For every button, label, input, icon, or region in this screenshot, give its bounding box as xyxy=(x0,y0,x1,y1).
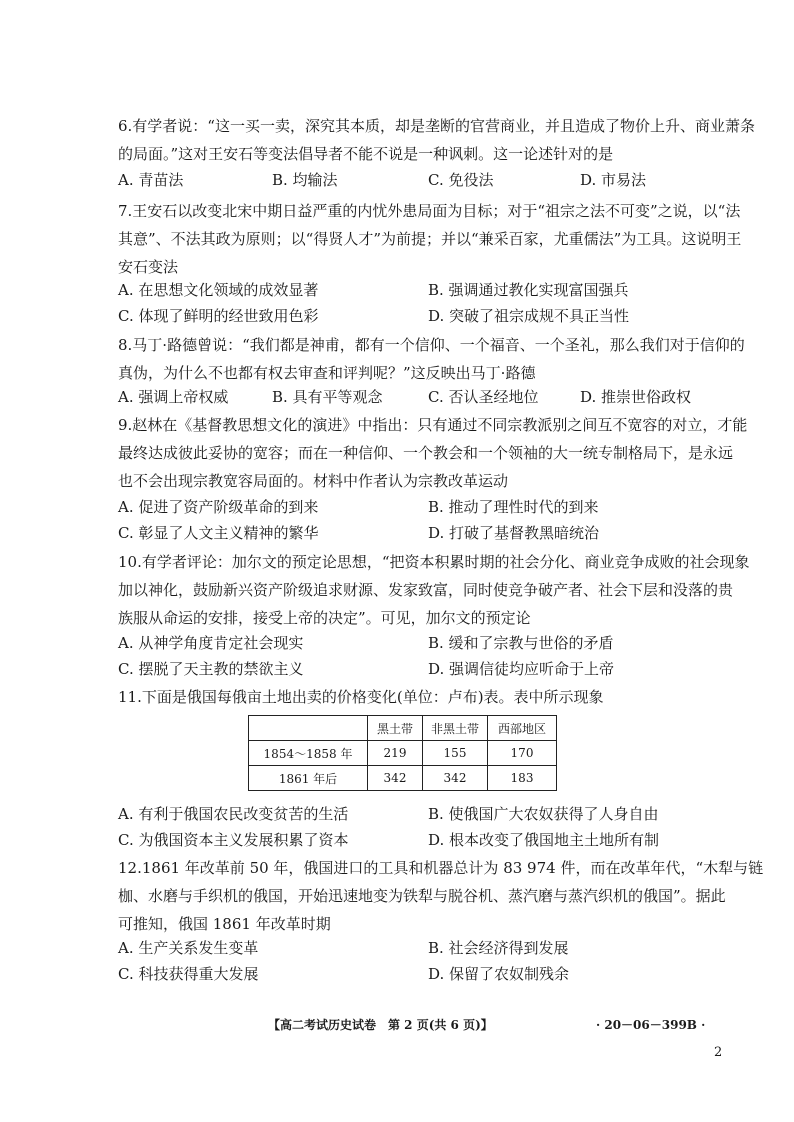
option-a: A. 从神学角度肯定社会现实 xyxy=(118,634,304,652)
question-text-line: 真伪，为什么不也都有权去审查和评判呢？”这反映出马丁·路德 xyxy=(118,364,536,382)
option-c: C. 为俄国资本主义发展积累了资本 xyxy=(118,831,349,849)
table-row xyxy=(249,766,557,791)
option-a: A. 生产关系发生变革 xyxy=(118,939,259,957)
option-b: B. 具有平等观念 xyxy=(272,388,383,406)
option-a: A. 有利于俄国农民改变贫苦的生活 xyxy=(118,805,349,823)
option-c: C. 科技获得重大发展 xyxy=(118,965,259,983)
question-text-line: 最终达成彼此妥协的宽容；而在一种信仰、一个教会和一个领袖的大一统专制格局下，是永远 xyxy=(118,444,734,462)
table-header-cell: 西部地区 xyxy=(488,716,557,741)
question-10 xyxy=(118,548,750,632)
question-6 xyxy=(118,112,755,168)
table-cell: 342 xyxy=(423,766,488,791)
table-cell: 1861 年后 xyxy=(249,766,368,791)
page-number: 2 xyxy=(714,1045,723,1060)
question-text-line: 加以神化，鼓励新兴资产阶级追求财源、发家致富，同时使竞争破产者、社会下层和没落的贵 xyxy=(118,581,734,599)
option-d: D. 保留了农奴制残余 xyxy=(428,965,570,983)
option-a: A. 强调上帝权威 xyxy=(118,388,229,406)
table-header-cell xyxy=(249,716,368,741)
option-c: C. 摆脱了天主教的禁欲主义 xyxy=(118,660,304,678)
question-text-line: 9.赵林在《基督教思想文化的演进》中指出：只有通过不同宗教派别之间互不宽容的对立，才能 xyxy=(118,416,748,434)
table-header-cell: 非黑土带 xyxy=(423,716,488,741)
table-cell: 219 xyxy=(368,741,423,766)
table-cell: 342 xyxy=(368,766,423,791)
question-8 xyxy=(118,331,745,387)
question-text-line: 12.1861 年改革前 50 年，俄国进口的工具和机器总计为 83 974 件，而在改革年代，“木犁与链 xyxy=(118,859,764,877)
option-d: D. 市易法 xyxy=(580,171,647,189)
footer-code: · 20－06－399B · xyxy=(596,1018,706,1032)
option-a: A. 在思想文化领域的成效显著 xyxy=(118,281,319,299)
table-header-cell: 黑土带 xyxy=(368,716,423,741)
option-c: C. 否认圣经地位 xyxy=(428,388,539,406)
question-9 xyxy=(118,411,748,495)
option-b: B. 缓和了宗教与世俗的矛盾 xyxy=(428,634,614,652)
option-a: A. 促进了资产阶级革命的到来 xyxy=(118,498,319,516)
option-b: B. 推动了理性时代的到来 xyxy=(428,498,599,516)
question-text-line: 可推知，俄国 1861 年改革时期 xyxy=(118,915,331,933)
question-text-line: 7.王安石以改变北宋中期日益严重的内忧外患局面为目标；对于“祖宗之法不可变”之说，以“法 xyxy=(118,202,741,220)
question-text-line: 8.马丁·路德曾说：“我们都是神甫，都有一个信仰、一个福音、一个圣礼，那么我们对于信仰的 xyxy=(118,336,745,354)
question-text-line: 6.有学者说：“这一买一卖，深究其本质，却是垄断的官营商业，并且造成了物价上升、商业萧条 xyxy=(118,117,755,135)
option-b: B. 强调通过教化实现富国强兵 xyxy=(428,281,629,299)
option-c: C. 体现了鲜明的经世致用色彩 xyxy=(118,307,319,325)
footer-title: 【高二考试历史试卷 第 2 页(共 6 页)】 xyxy=(268,1018,493,1032)
option-b: B. 社会经济得到发展 xyxy=(428,939,569,957)
option-c: C. 免役法 xyxy=(428,171,494,189)
option-c: C. 彰显了人文主义精神的繁华 xyxy=(118,524,319,542)
question-text-line: 族服从命运的安排，接受上帝的决定”。可见，加尔文的预定论 xyxy=(118,609,531,627)
question-text-line: 枷、水磨与手织机的俄国，开始迅速地变为铁犁与脱谷机、蒸汽磨与蒸汽织机的俄国”。据此 xyxy=(118,887,726,905)
option-d: D. 打破了基督教黑暗统治 xyxy=(428,524,600,542)
table-header-row xyxy=(249,716,557,741)
option-d: D. 推崇世俗政权 xyxy=(580,388,692,406)
question-text-line: 11.下面是俄国每俄亩土地出卖的价格变化(单位：卢布)表。表中所示现象 xyxy=(118,688,604,706)
question-text-line: 也不会出现宗教宽容局面的。材料中作者认为宗教改革运动 xyxy=(118,472,509,490)
question-text-line: 的局面。”这对王安石等变法倡导者不能不说是一种讽刺。这一论述针对的是 xyxy=(118,145,614,163)
table-cell: 170 xyxy=(488,741,557,766)
option-d: D. 根本改变了俄国地主土地所有制 xyxy=(428,831,660,849)
option-b: B. 均输法 xyxy=(272,171,338,189)
table-cell: 155 xyxy=(423,741,488,766)
question-text-line: 其意”、不法其政为原则；以“得贤人才”为前提；并以“兼采百家，尤重儒法”为工具。这说明王 xyxy=(118,230,742,248)
question-text-line: 安石变法 xyxy=(118,258,179,276)
option-d: D. 突破了祖宗成规不具正当性 xyxy=(428,307,630,325)
table-cell: 183 xyxy=(488,766,557,791)
table-cell: 1854～1858 年 xyxy=(249,741,368,766)
question-12 xyxy=(118,854,764,938)
question-7 xyxy=(118,197,742,281)
option-d: D. 强调信徒均应听命于上帝 xyxy=(428,660,615,678)
price-table xyxy=(248,715,557,791)
question-text-line: 10.有学者评论：加尔文的预定论思想，“把资本积累时期的社会分化、商业竞争成败的社会现象 xyxy=(118,553,750,571)
question-11 xyxy=(118,683,718,711)
option-b: B. 使俄国广大农奴获得了人身自由 xyxy=(428,805,659,823)
option-a: A. 青苗法 xyxy=(118,171,184,189)
table-row xyxy=(249,741,557,766)
